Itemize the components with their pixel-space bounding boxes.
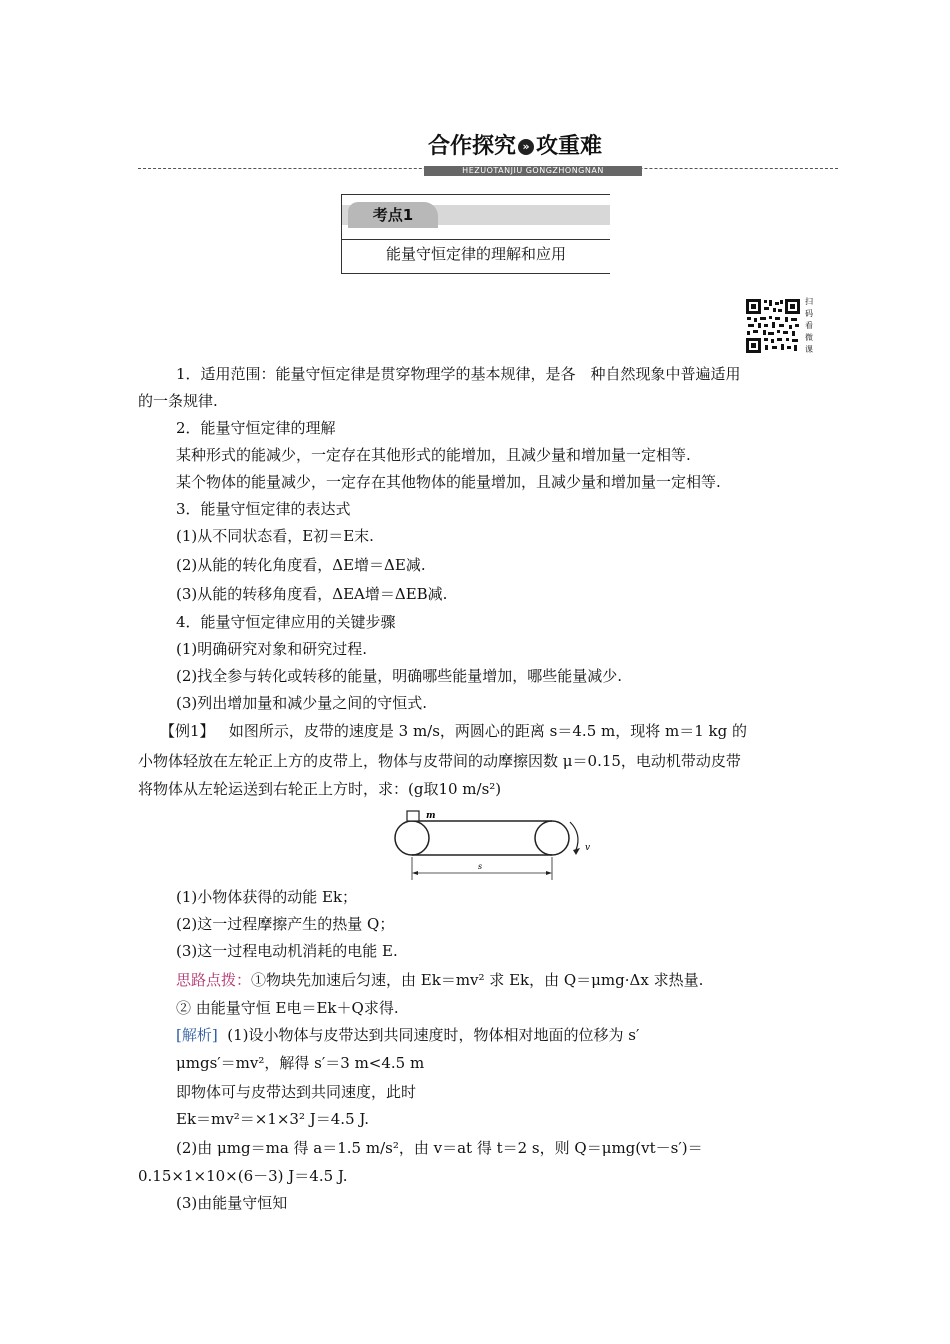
- mass-label: m: [426, 811, 436, 821]
- solution-line: Ek＝mv²＝×1×3² J＝4.5 J.: [176, 1110, 370, 1128]
- example-text: 如图所示，皮带的速度是 3 m/s，两圆心的距离 s＝4.5 m，现将 m＝1 kg 的: [228, 722, 747, 740]
- text-line: 的一条规律.: [138, 392, 218, 410]
- kaodian-label: 考点1: [348, 202, 438, 228]
- text-line: 某种形式的能减少，一定存在其他形式的能增加，且减少量和增加量一定相等.: [176, 446, 691, 464]
- solution-line: (3)由能量守恒知: [176, 1194, 288, 1212]
- kaodian-topic: 能量守恒定律的理解和应用: [385, 245, 566, 263]
- solution-line: 即物体可与皮带达到共同速度，此时: [176, 1083, 417, 1101]
- text-line: 某个物体的能量减少，一定存在其他物体的能量增加，且减少量和增加量一定相等.: [176, 473, 721, 491]
- banner-subtitle: HEZUOTANJIU GONGZHONGNAN: [424, 166, 642, 176]
- hint-label: 思路点拨：: [176, 971, 252, 989]
- solution-tag: [解析]: [176, 1026, 218, 1044]
- solution-line: [176, 1025, 856, 1045]
- kaodian-divider: [342, 239, 610, 240]
- text-line: 4．能量守恒定律应用的关键步骤: [176, 613, 396, 631]
- banner-title-left: 合作探究: [428, 134, 517, 159]
- text-line: 3．能量守恒定律的表达式: [176, 500, 351, 518]
- example-tag: 【例1】: [160, 722, 215, 740]
- question-line: (2)这一过程摩擦产生的热量 Q；: [176, 915, 395, 933]
- hint-line: [176, 970, 856, 990]
- text-line: (3)列出增加量和减少量之间的守恒式.: [176, 694, 428, 712]
- solution-line: μmgs′＝mv²，解得 s′＝3 m<4.5 m: [176, 1054, 425, 1072]
- text-line: (2)从能的转化角度看，ΔE增＝ΔE减.: [176, 556, 426, 574]
- text-line: (1)从不同状态看，E初＝E末.: [176, 527, 374, 545]
- velocity-label: v: [585, 843, 591, 853]
- hint-text: ①物块先加速后匀速，由 Ek＝mv² 求 Ek，由 Q＝μmg·Δx 求热量.: [251, 971, 704, 989]
- text-line: (2)找全参与转化或转移的能量，明确哪些能量增加，哪些能量减少.: [176, 667, 623, 685]
- solution-line: 0.15×1×10×(6－3) J＝4.5 J.: [138, 1167, 348, 1185]
- text-line: 2．能量守恒定律的理解: [176, 419, 336, 437]
- banner-title-right: 攻重难: [536, 134, 603, 159]
- section-banner: [138, 130, 838, 178]
- text-line: (3)从能的转移角度看，ΔEA增＝ΔEB减.: [176, 585, 448, 603]
- qr-code-label: 扫码看微课: [805, 297, 813, 354]
- text-line: 1．适用范围：能量守恒定律是贯穿物理学的基本规律，是各 种自然现象中普遍适用: [176, 365, 741, 383]
- hint-line: ② 由能量守恒 E电＝Ek＋Q求得.: [176, 999, 399, 1017]
- conveyor-belt-diagram: [390, 808, 600, 882]
- chevron-right-icon: »: [518, 139, 534, 155]
- banner-title: [420, 130, 610, 164]
- solution-line: (2)由 μmg＝ma 得 a＝1.5 m/s²，由 v＝at 得 t＝2 s，则 Q＝μmg(vt－s′)＝: [176, 1139, 703, 1157]
- question-line: (3)这一过程电动机消耗的电能 E.: [176, 942, 398, 960]
- text-line: 将物体从左轮运送到右轮正上方时，求：(g取10 m/s²): [138, 780, 502, 798]
- qr-code-icon[interactable]: [745, 298, 801, 354]
- text-line: (1)明确研究对象和研究过程.: [176, 640, 368, 658]
- question-line: (1)小物体获得的动能 Ek；: [176, 888, 358, 906]
- text-line: 小物体轻放在左轮正上方的皮带上，物体与皮带间的动摩擦因数 μ＝0.15，电动机带动皮带: [138, 752, 741, 770]
- distance-label: s: [478, 862, 483, 871]
- example-line: [160, 721, 840, 741]
- kaodian-box: [341, 194, 610, 274]
- solution-text: (1)设小物体与皮带达到共同速度时，物体相对地面的位移为 s′: [227, 1026, 640, 1044]
